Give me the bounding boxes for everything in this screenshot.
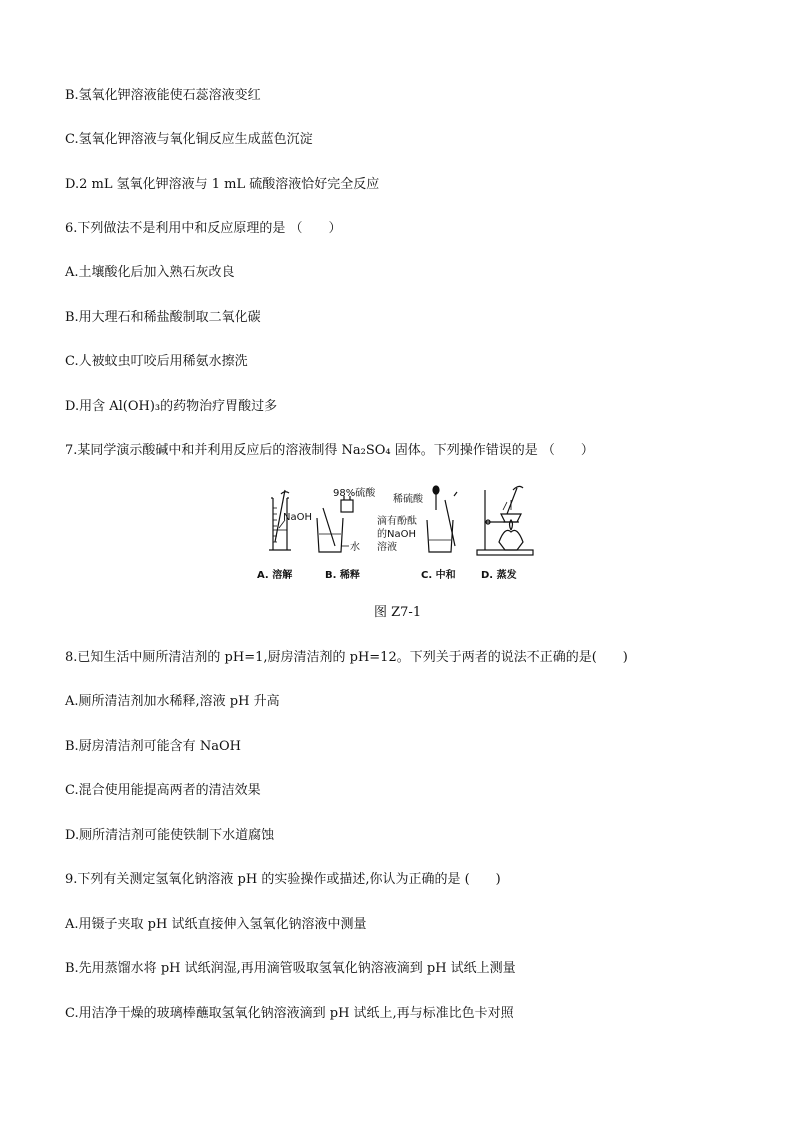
q9-option-c: C.用洁净干燥的玻璃棒蘸取氢氧化钠溶液滴到 pH 试纸上,再与标准比色卡对照 (65, 1006, 514, 1021)
q8-option-a: A.厕所清洁剂加水稀释,溶液 pH 升高 (65, 694, 280, 709)
panel-d-evaporation-illustration (477, 486, 533, 555)
panel-c-neutralization-illustration (427, 486, 457, 552)
q8-option-d: D.厕所清洁剂可能使铁制下水道腐蚀 (65, 828, 275, 843)
label-naoh: NaOH (283, 512, 312, 523)
panel-b-dilution-illustration (317, 496, 353, 552)
q5-option-b: B.氢氧化钾溶液能使石蕊溶液变红 (65, 88, 261, 103)
label-indicator-line-2: 的NaOH (377, 529, 416, 540)
q9-stem: 9.下列有关测定氢氧化钠溶液 pH 的实验操作或描述,你认为正确的是 ( ) (65, 872, 501, 887)
q6-option-a: A.土壤酸化后加入熟石灰改良 (65, 265, 235, 280)
label-sulfuric-98: 98%硫酸 (333, 488, 376, 499)
label-indicator-line-3: 溶液 (377, 542, 397, 553)
figure-caption: 图 Z7-1 (374, 605, 422, 620)
q8-option-c: C.混合使用能提高两者的清洁效果 (65, 783, 261, 798)
q6-option-c: C.人被蚊虫叮咬后用稀氨水擦洗 (65, 354, 248, 369)
q8-option-b: B.厨房清洁剂可能含有 NaOH (65, 739, 241, 754)
q6-option-b: B.用大理石和稀盐酸制取二氧化碳 (65, 310, 261, 325)
label-water: 水 (350, 542, 360, 553)
q9-option-a: A.用镊子夹取 pH 试纸直接伸入氢氧化钠溶液中测量 (65, 917, 367, 932)
q7-stem: 7.某同学演示酸碱中和并利用反应后的溶液制得 Na₂SO₄ 固体。下列操作错误的是 （ ） (65, 443, 594, 458)
panel-c-label: C. 中和 (421, 570, 456, 581)
panel-d-label: D. 蒸发 (481, 570, 517, 581)
experiment-figure (255, 480, 565, 584)
label-indicator-line-1: 滴有酚酞 (377, 516, 417, 527)
label-dilute-sulfuric: 稀硫酸 (393, 494, 423, 505)
q9-option-b: B.先用蒸馏水将 pH 试纸润湿,再用滴管吸取氢氧化钠溶液滴到 pH 试纸上测量 (65, 961, 516, 976)
panel-a-label: A. 溶解 (257, 570, 293, 581)
q5-option-c: C.氢氧化钾溶液与氧化铜反应生成蓝色沉淀 (65, 132, 313, 147)
q6-stem: 6.下列做法不是利用中和反应原理的是 （ ） (65, 221, 342, 236)
q5-option-d: D.2 mL 氢氧化钾溶液与 1 mL 硫酸溶液恰好完全反应 (65, 177, 380, 192)
q8-stem: 8.已知生活中厕所清洁剂的 pH=1,厨房清洁剂的 pH=12。下列关于两者的说法不正确的是( ) (65, 650, 628, 665)
panel-b-label: B. 稀释 (325, 570, 360, 581)
q6-option-d: D.用含 Al(OH)₃的药物治疗胃酸过多 (65, 399, 278, 414)
